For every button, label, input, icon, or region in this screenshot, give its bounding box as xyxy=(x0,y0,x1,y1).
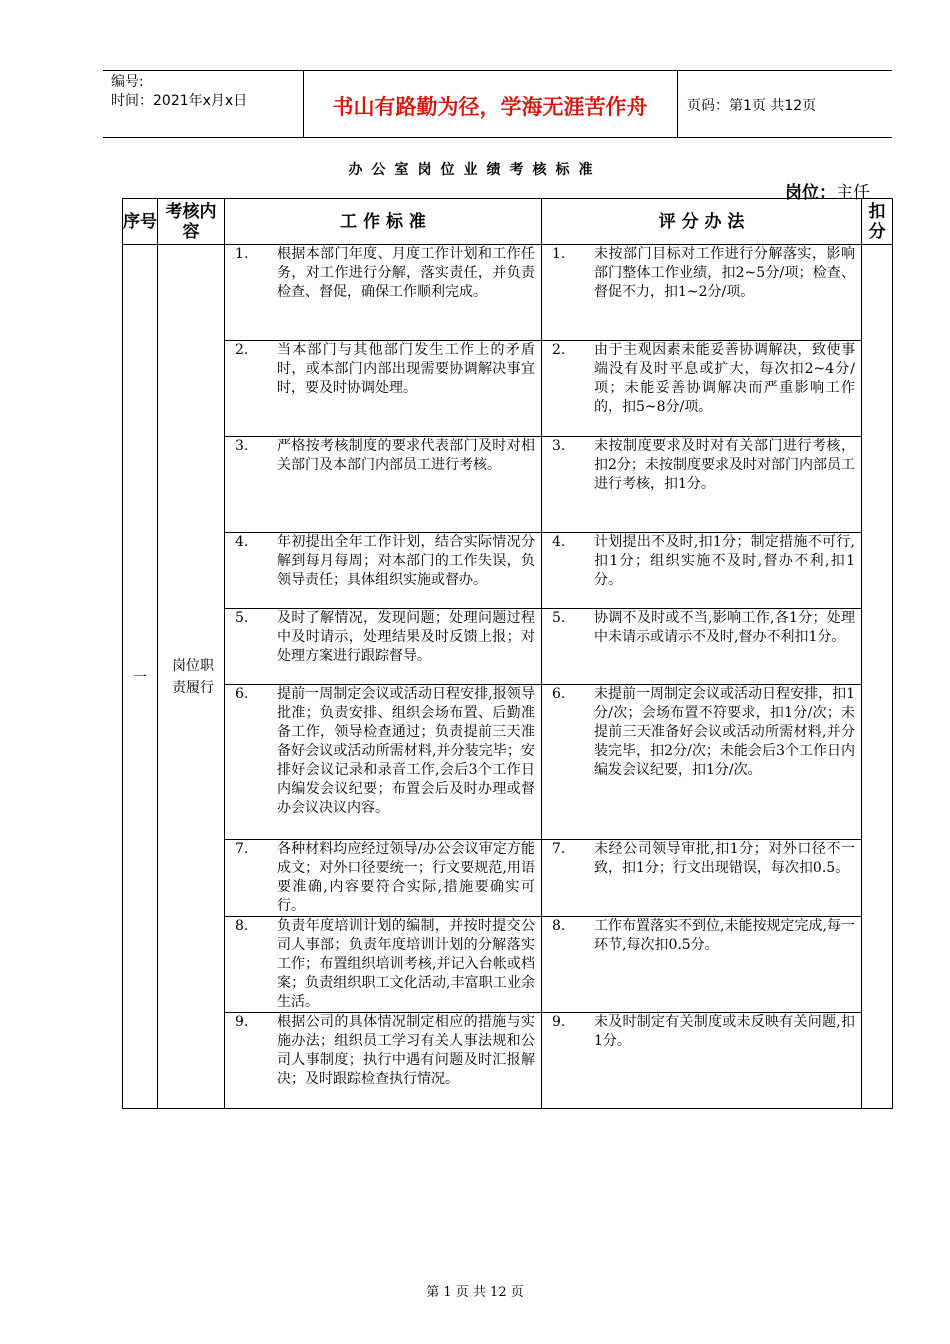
standard-number: 7. xyxy=(235,841,249,857)
method-text: 未按部门目标对工作进行分解落实，影响部门整体工作业绩，扣2~5分/项；检查、督促不力，扣1~2分/项。 xyxy=(594,246,855,300)
header-content: 考核内容 xyxy=(158,199,225,245)
method-number: 7. xyxy=(552,841,566,857)
table-row xyxy=(123,840,893,917)
page-header xyxy=(103,70,892,138)
standard-text: 提前一周制定会议或活动日程安排,报领导批准；负责安排、组织会场布置、后勤准备工作，领导检查通过；负责提前三天准备好会议或活动所需材料,并分装完毕；安排好会议记录和录音工作,会后3个工作日内编发会议纪要；布置会后及时办理或督办会议决议内容。 xyxy=(277,686,535,816)
standard-text: 各种材料均应经过领导/办公会议审定方能成文；对外口径要统一；行文要规范,用语要准确,内容要符合实际,措施要确实可行。 xyxy=(277,841,535,914)
standard-text: 根据本部门年度、月度工作计划和工作任务，对工作进行分解，落实责任，并负责检查、督促，确保工作顺利完成。 xyxy=(277,246,535,300)
header-deduct: 扣分 xyxy=(862,199,893,245)
header-seq: 序号 xyxy=(123,199,158,245)
standard-text: 根据公司的具体情况制定相应的措施与实施办法；组织员工学习有关人事法规和公司人事制度；执行中遇有问题及时汇报解决；及时跟踪检查执行情况。 xyxy=(277,1014,535,1087)
table-row xyxy=(123,341,893,437)
standard-text: 及时了解情况，发现问题；处理问题过程中及时请示，处理结果及时反馈上报；对处理方案进行跟踪督导。 xyxy=(277,610,535,664)
table-header-row xyxy=(123,199,893,245)
document-title: 办公室岗位业绩考核标准 xyxy=(348,162,602,178)
method-text: 未按制度要求及时对有关部门进行考核，扣2分；未按制度要求及时对部门内部员工进行考核，扣1分。 xyxy=(594,438,855,492)
table-row xyxy=(123,245,893,341)
method-number: 1. xyxy=(552,246,566,262)
table-row xyxy=(123,1013,893,1109)
method-number: 6. xyxy=(552,686,566,702)
standard-number: 9. xyxy=(235,1014,249,1030)
header-motto: 书山有路勤为径，学海无涯苦作舟 xyxy=(332,95,648,119)
standard-number: 2. xyxy=(235,342,249,358)
standard-text: 严格按考核制度的要求代表部门及时对相关部门及本部门内部员工进行考核。 xyxy=(277,438,535,473)
standard-number: 5. xyxy=(235,610,249,626)
deduct-cell xyxy=(862,245,893,1109)
standard-number: 6. xyxy=(235,686,249,702)
section-category: 岗位职责履行 xyxy=(158,245,225,1109)
table-row xyxy=(123,533,893,609)
page-footer: 第 1 页 共 12 页 xyxy=(426,1285,524,1300)
header-method: 评 分 办 法 xyxy=(542,199,862,245)
method-number: 4. xyxy=(552,534,566,550)
section-seq: 一 xyxy=(123,245,158,1109)
header-divider xyxy=(677,71,678,137)
standard-text: 年初提出全年工作计划，结合实际情况分解到每月每周；对本部门的工作失误，负领导责任；具体组织实施或督办。 xyxy=(277,534,535,588)
method-text: 协调不及时或不当,影响工作,各1分；处理中未请示或请示不及时,督办不利扣1分。 xyxy=(594,610,855,645)
method-number: 5. xyxy=(552,610,566,626)
standard-number: 3. xyxy=(235,438,249,454)
method-number: 3. xyxy=(552,438,566,454)
method-number: 2. xyxy=(552,342,566,358)
post-label: 岗位： xyxy=(785,183,836,203)
header-page-info: 页码：第1页 共12页 xyxy=(687,98,817,114)
method-text: 由于主观因素未能妥善协调解决，致使事端没有及时平息或扩大，每次扣2~4分/项；未能妥善协调解决而严重影响工作的，扣5~8分/项。 xyxy=(594,342,855,415)
method-text: 未及时制定有关制度或未反映有关问题,扣1分。 xyxy=(594,1014,855,1049)
method-number: 9. xyxy=(552,1014,566,1030)
table-row xyxy=(123,917,893,1013)
table-row xyxy=(123,609,893,685)
standard-number: 1. xyxy=(235,246,249,262)
standard-number: 4. xyxy=(235,534,249,550)
code-label: 编号: xyxy=(111,74,144,90)
standard-text: 当本部门与其他部门发生工作上的矛盾时，或本部门内部出现需要协调解决事宜时，要及时协调处理。 xyxy=(277,342,535,396)
method-text: 未提前一周制定会议或活动日程安排，扣1分/次；会场布置不符要求，扣1分/次；未提前三天准备好会议或活动所需材料,并分装完毕，扣2分/次；未能会后3个工作日内编发会议纪要，扣1分/次。 xyxy=(594,686,855,778)
method-text: 工作布置落实不到位,未能按规定完成,每一环节,每次扣0.5分。 xyxy=(594,918,855,953)
assessment-table xyxy=(122,198,893,1109)
method-number: 8. xyxy=(552,918,566,934)
table-row xyxy=(123,437,893,533)
standard-text: 负责年度培训计划的编制，并按时提交公司人事部；负责年度培训计划的分解落实工作；布置组织培训考核,并记入台帐或档案；负责组织职工文化活动,丰富职工业余生活。 xyxy=(277,918,535,1010)
header-standard: 工 作 标 准 xyxy=(225,199,542,245)
method-text: 未经公司领导审批,扣1分；对外口径不一致，扣1分；行文出现错误，每次扣0.5。 xyxy=(594,841,855,876)
standard-number: 8. xyxy=(235,918,249,934)
time-label: 时间：2021年x月x日 xyxy=(111,93,248,109)
method-text: 计划提出不及时,扣1分；制定措施不可行,扣1分；组织实施不及时,督办不利,扣1分。 xyxy=(594,534,855,588)
table-row xyxy=(123,685,893,840)
header-meta xyxy=(111,73,247,111)
post-value: 主任 xyxy=(836,183,870,203)
